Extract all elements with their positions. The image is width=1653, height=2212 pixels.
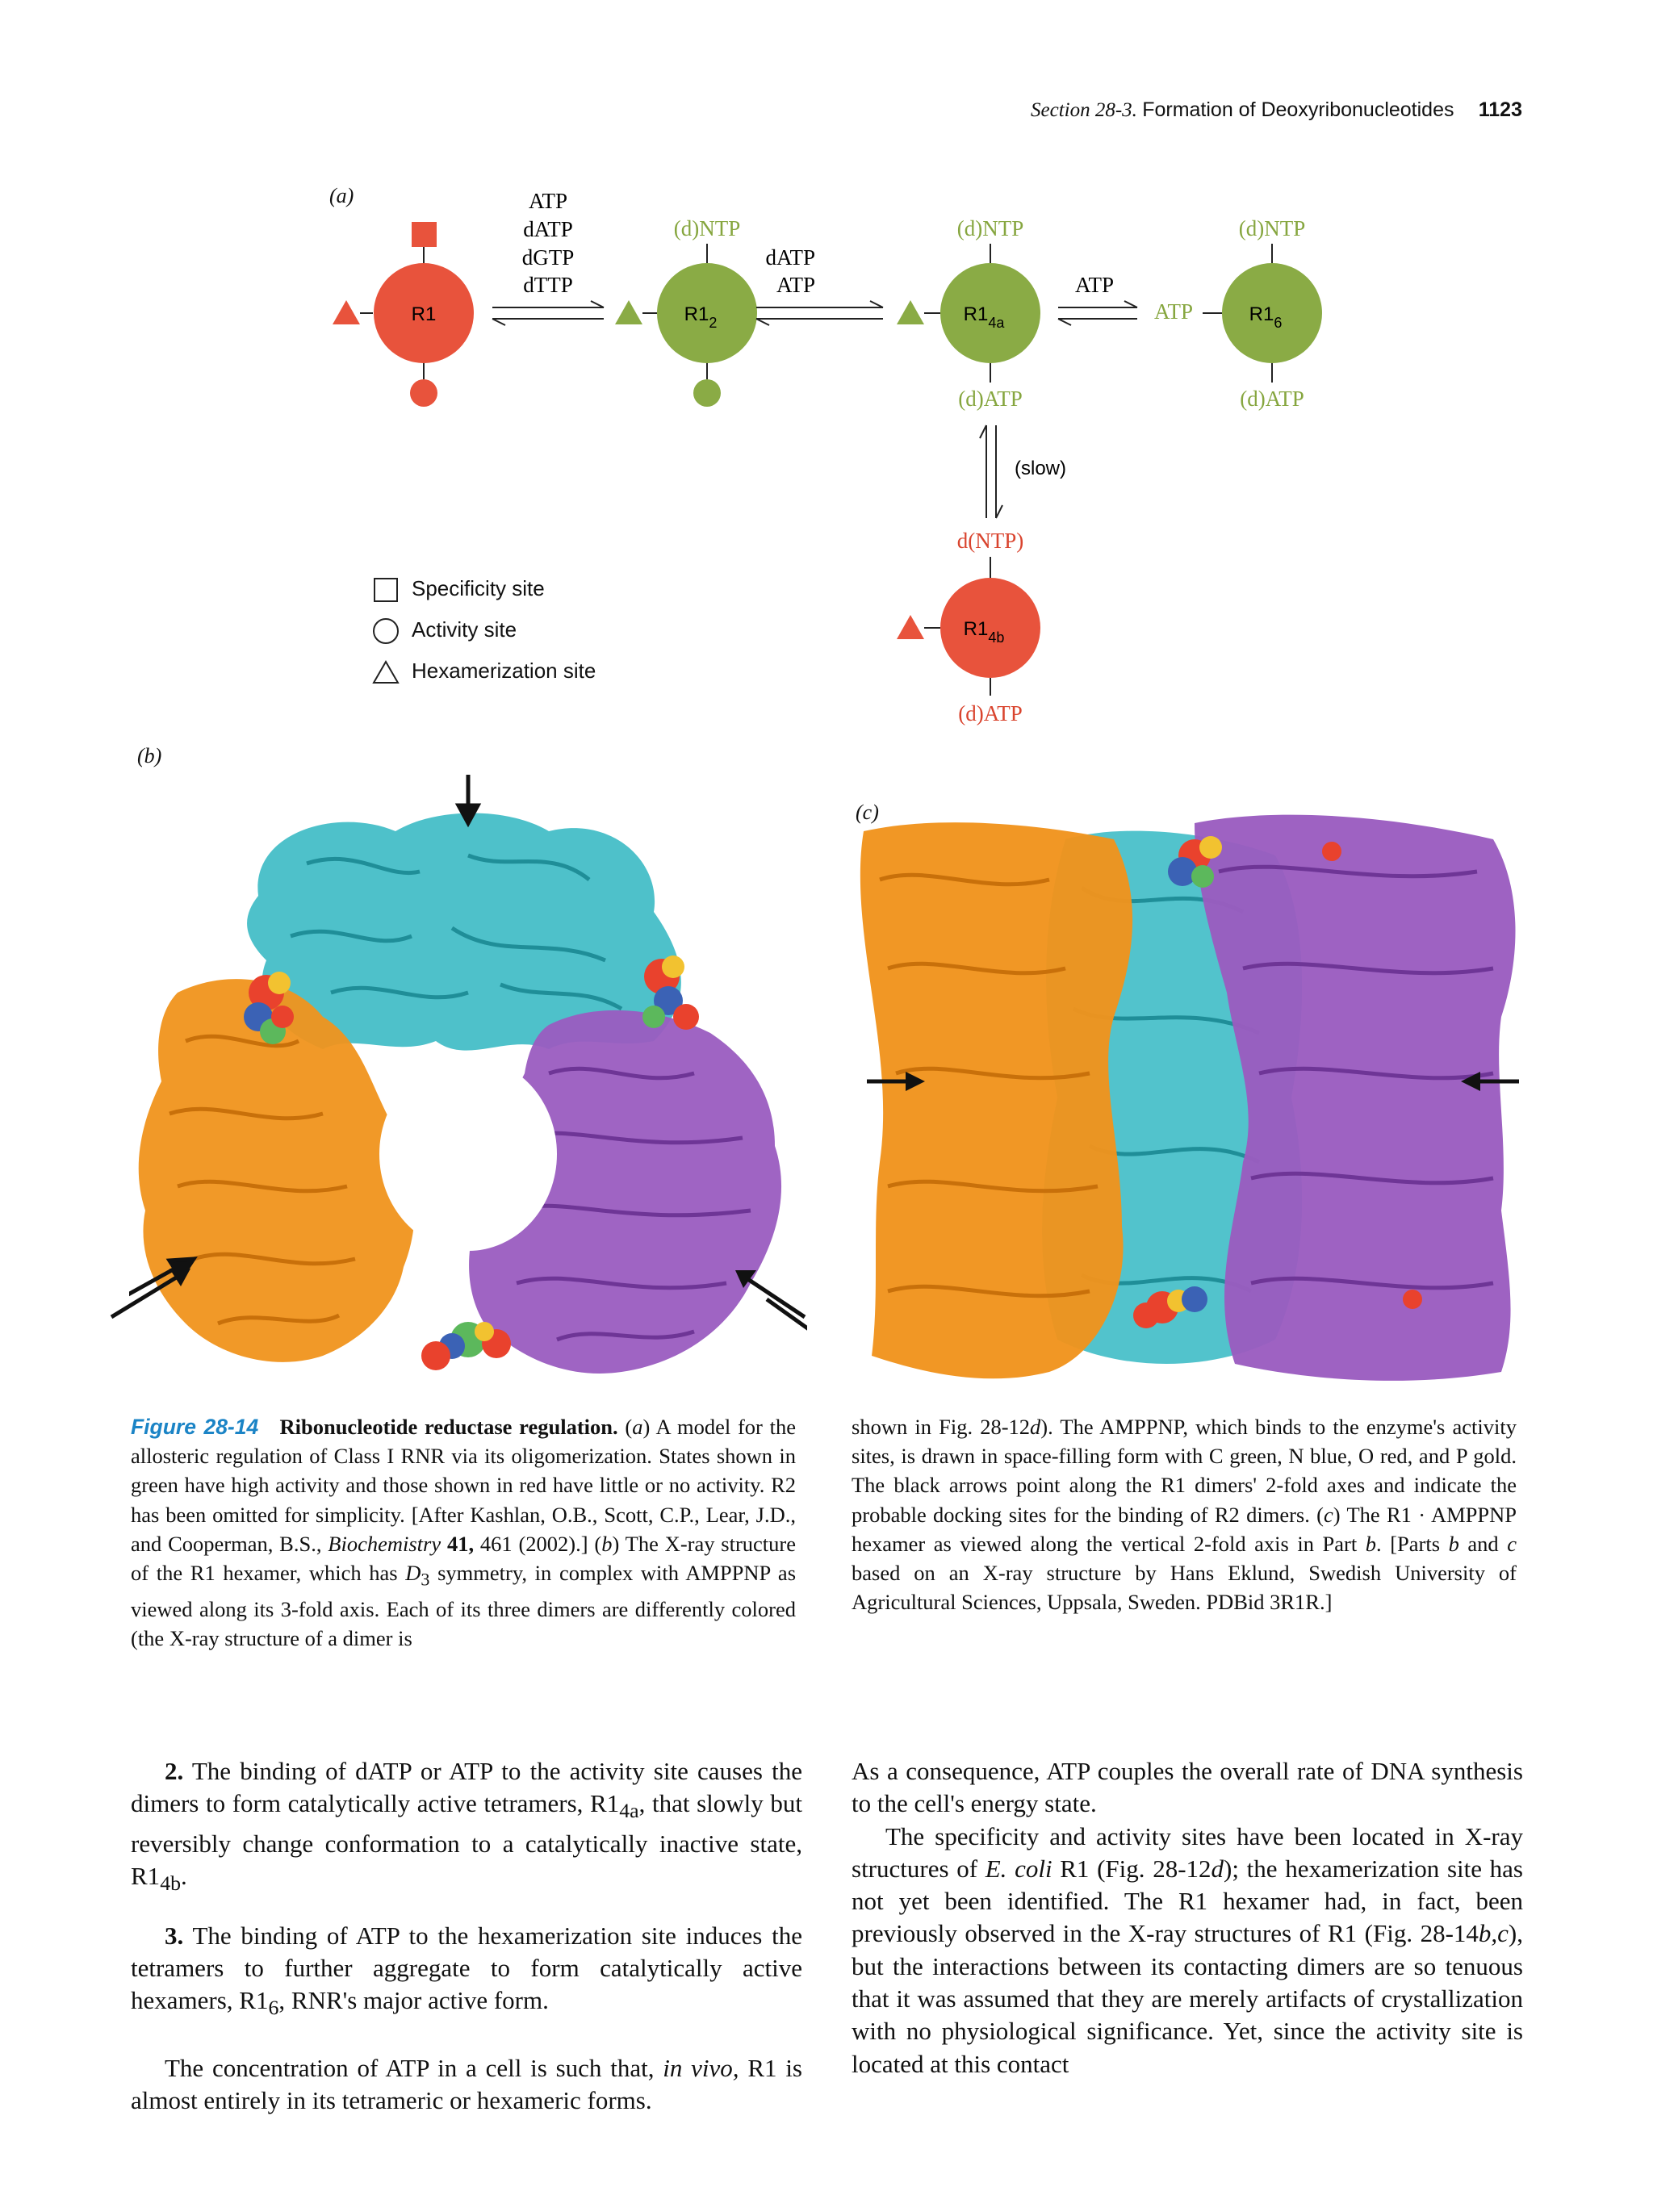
- r14b-node: [897, 529, 1040, 725]
- arrow-icon: [730, 1259, 811, 1323]
- allosteric-regulation-diagram: [0, 0, 1653, 742]
- slow-label: (slow): [1015, 458, 1066, 479]
- paragraph-atp-concentration: The concentration of ATP in a cell is such that, in vivo, R1 is almost entirely in its tetrameric or hexameric forms.: [131, 2053, 803, 2114]
- equilibrium-arrow-slow: [980, 425, 1002, 518]
- svg-text:R14a: $R1_{4a}$: [963, 303, 1005, 331]
- svg-text:ATP: ATP: [776, 273, 815, 297]
- svg-text:(d)NTP: (d)NTP: [956, 216, 1024, 240]
- figure-caption-left: Figure 28-14 Ribonucleotide reductase regulation. (a) A model for the allosteric regulation of Class I RNR via its oligomerization. States shown in green have high activity and those shown in red have little or no activity. R2 has been omitted for simplicity. [After Kashlan, O.B., Scott, C.P., Lear, J.D., and Cooperman, B.S., Biochemistry 41, 461 (2002).] (b) The X-ray structure of the R1 hexamer, which has $D_3$ symmetry, in complex with AMPPNP as viewed along its 3-fold axis. Each of its three dimers are differently colored (the X-ray structure of a dimer is: [131, 1415, 797, 1650]
- svg-text:R16: $R1_6$: [1249, 303, 1283, 331]
- legend-specificity-label: Specificity site: [412, 576, 545, 600]
- svg-text:R12: $R1_2$: [684, 303, 718, 331]
- paragraph-item-2: 2. The binding of dATP or ATP to the activity site causes the dimers to form catalytically active tetramers, $R1_{4a}$, that slowly but reversibly change conformation to a catalytically inactive state, $R1_{4b}$.: [131, 1757, 802, 1896]
- square-icon: [375, 579, 397, 601]
- svg-text:dATP: dATP: [765, 245, 815, 270]
- r12-node: [615, 216, 757, 407]
- triangle-icon: [374, 662, 398, 683]
- svg-text:(d)NTP: (d)NTP: [1238, 216, 1306, 240]
- part-label-b: (b): [137, 744, 162, 767]
- svg-text:d(NTP): d(NTP): [956, 529, 1024, 553]
- legend-activity-label: Activity site: [412, 617, 517, 642]
- body-column-right: [852, 1755, 1523, 2080]
- figure-title: Ribonucleotide reductase regulation.: [279, 1415, 618, 1439]
- figure-caption-right: shown in Fig. 28-12d). The AMPPNP, which binds to the enzyme's activity sites, is drawn in space-filling form with C green, N blue, O red, and P gold. The black arrows point along the R1 dimers' 2-fold axes and indicate the probable docking sites for the binding of R2 dimers. (c) The R1 · AMPPNP hexamer as viewed along the vertical 2-fold axis in Part b. [Parts b and c based on an X-ray structure by Hans Eklund, Swedish University of Agricultural Sciences, Uppsala, Sweden. PDBid 3R1R.]: [852, 1415, 1517, 1615]
- equilibrium-arrow-2: [756, 301, 883, 325]
- legend: [374, 579, 398, 683]
- equilibrium-arrow-1: [492, 301, 604, 325]
- figure-label: Figure 28-14: [131, 1415, 259, 1439]
- circle-icon: [374, 619, 398, 643]
- svg-text:(d)NTP: (d)NTP: [673, 216, 741, 240]
- section-title: Formation of Deoxyribonucleotides: [1142, 98, 1454, 121]
- paragraph-site-location: The specificity and activity sites have been located in X-ray structures of E. coli R1 (Fig. 28-12d); the hexamerization site has not yet been identified. The R1 hexamer had, in fact, been previously observed in the X-ray structures of R1 (Fig. 28-14b,c), but the interactions between its contacting dimers are so tenuous that it was assumed that they are merely artifacts of crystallization with no physiological significance. Yet, since the activity site is located at this contact: [852, 1821, 1523, 2078]
- svg-text:(d)ATP: (d)ATP: [958, 387, 1023, 411]
- arrow-icon: [1458, 1065, 1522, 1098]
- r16-node: [1154, 216, 1322, 411]
- svg-text:ATP: ATP: [1154, 299, 1194, 324]
- r1-hexamer-2fold-structure-image: [856, 807, 1534, 1388]
- hexamerization-site-triangle-icon: [333, 300, 360, 324]
- arrow1-effectors: [522, 189, 575, 297]
- svg-text:dTTP: dTTP: [523, 273, 573, 297]
- part-label-a: (a): [329, 184, 354, 207]
- equilibrium-arrow-3: [1058, 301, 1137, 325]
- arrow-icon: [105, 1259, 202, 1323]
- paragraph-item-3: 3. The binding of ATP to the hexamerization site induces the tetramers to further aggregate to form catalytically active hexamers, $R1_6$, RNR's major active form.: [131, 1921, 802, 2020]
- svg-text:(d)ATP: (d)ATP: [958, 701, 1023, 725]
- specificity-site-square-icon: [412, 222, 437, 247]
- part-label-c: (c): [856, 801, 879, 824]
- r1-hexamer-3fold-structure-image: [129, 775, 807, 1400]
- svg-text:R14b: $R1_{4b}$: [963, 618, 1005, 646]
- arrow-icon: [864, 1065, 928, 1098]
- svg-text:(d)ATP: (d)ATP: [1240, 387, 1304, 411]
- activity-site-circle-icon: [410, 379, 437, 407]
- page-number: 1123: [1478, 98, 1522, 121]
- r1-label: R1: [411, 303, 437, 325]
- r1-node: [333, 222, 474, 407]
- paragraph-energy-state: As a consequence, ATP couples the overall rate of DNA synthesis to the cell's energy state.: [852, 1757, 1523, 1818]
- svg-text:dATP: dATP: [523, 217, 573, 241]
- r14a-node: [897, 216, 1040, 411]
- svg-text:dGTP: dGTP: [521, 245, 575, 270]
- svg-text:ATP: ATP: [1074, 273, 1115, 297]
- svg-text:ATP: ATP: [528, 189, 568, 213]
- legend-hexamerization-label: Hexamerization site: [412, 659, 596, 683]
- section-number: Section 28-3.: [1031, 99, 1137, 121]
- body-column-left: [131, 1755, 802, 2117]
